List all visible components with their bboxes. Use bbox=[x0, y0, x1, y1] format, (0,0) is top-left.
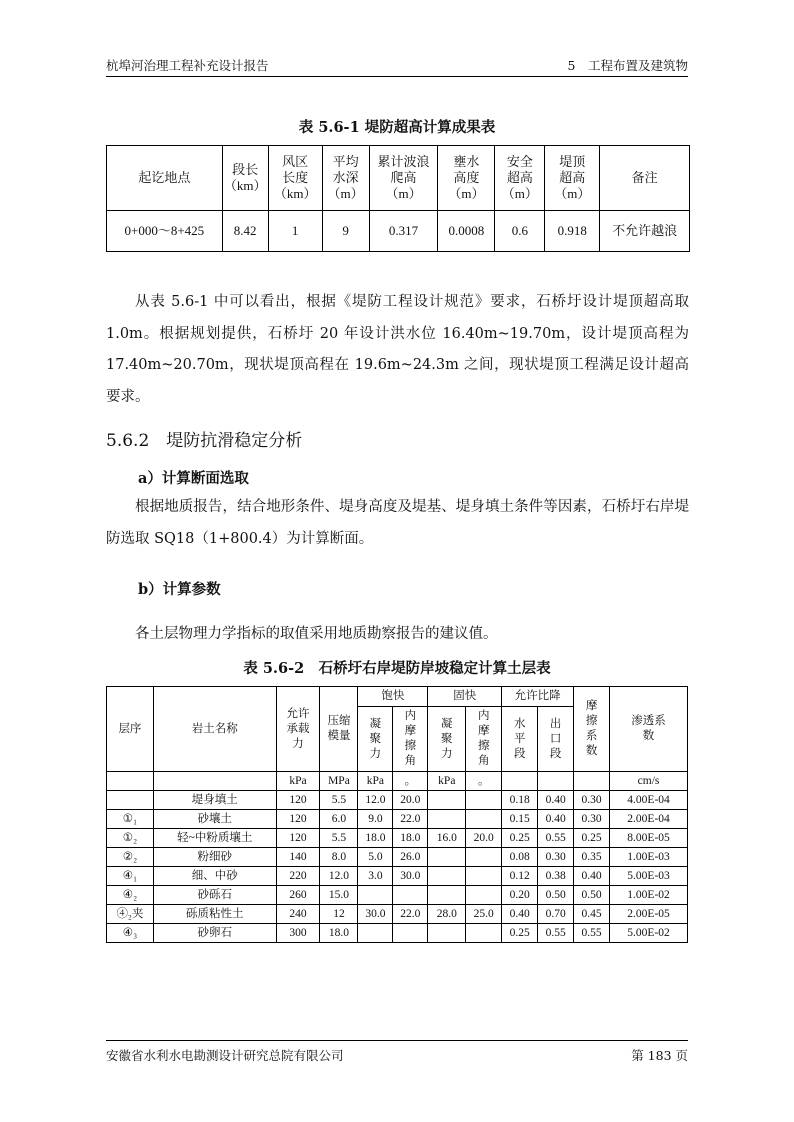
table-cell-k: 2.00E-04 bbox=[610, 810, 688, 829]
table1-cell: 0.6 bbox=[495, 211, 545, 252]
table-cell-c2 bbox=[428, 867, 466, 886]
table-cell-modulus: 15.0 bbox=[320, 886, 358, 905]
table-cell-e: 0.40 bbox=[538, 810, 574, 829]
table-row bbox=[107, 886, 688, 905]
th-allowable-gradient: 允许比降 bbox=[502, 687, 574, 707]
table1-caption: 表 5.6-1 堤防超高计算成果表 bbox=[298, 119, 496, 136]
table1-cell: 0.0008 bbox=[438, 211, 495, 252]
table-cell-c2: 16.0 bbox=[428, 829, 466, 848]
table-cell-f: 0.30 bbox=[574, 791, 610, 810]
table-cell-a1 bbox=[393, 886, 428, 905]
table1-cell: 0+000～8+425 bbox=[107, 211, 223, 252]
table-cell-a2 bbox=[466, 886, 502, 905]
soil-layer-table bbox=[106, 686, 688, 943]
table-cell-e: 0.30 bbox=[538, 848, 574, 867]
table1-header-cell: 累计波浪 爬高 （m） bbox=[369, 146, 438, 211]
table-cell-modulus: 8.0 bbox=[320, 848, 358, 867]
subheading-a: a）计算断面选取 bbox=[138, 470, 249, 487]
unit-cohesion-2: kPa bbox=[428, 772, 466, 791]
table-cell-name: 砂砾石 bbox=[153, 886, 276, 905]
table-cell-layer: ①₁ bbox=[107, 810, 154, 829]
table-cell-h: 0.08 bbox=[502, 848, 538, 867]
table-cell-a2 bbox=[466, 848, 502, 867]
table-row bbox=[107, 924, 688, 943]
th-bearing: 允许 承载 力 bbox=[276, 687, 320, 772]
table-cell-layer: ④₂ bbox=[107, 886, 154, 905]
table-cell-modulus: 12.0 bbox=[320, 867, 358, 886]
table-cell-e: 0.55 bbox=[538, 829, 574, 848]
table-row bbox=[107, 848, 688, 867]
table-cell-h: 0.12 bbox=[502, 867, 538, 886]
table1-cell: 8.42 bbox=[222, 211, 268, 252]
table2-header-row-1 bbox=[107, 687, 688, 707]
table1-header-cell: 起讫地点 bbox=[107, 146, 223, 211]
table-cell-a1: 30.0 bbox=[393, 867, 428, 886]
table1-header-cell: 平均 水深 （m） bbox=[322, 146, 369, 211]
table-cell-c1: 5.0 bbox=[358, 848, 393, 867]
unit-angle-2: 。 bbox=[466, 772, 502, 791]
table1-header-cell: 风区 长度 （km） bbox=[268, 146, 322, 211]
footer-left: 安徽省水利水电勘测设计研究总院有限公司 bbox=[106, 1048, 344, 1063]
table-cell-c1 bbox=[358, 924, 393, 943]
table-cell-k: 1.00E-03 bbox=[610, 848, 688, 867]
table-cell-modulus: 5.5 bbox=[320, 791, 358, 810]
table2-body bbox=[107, 791, 688, 943]
table-cell-name: 细、中砂 bbox=[153, 867, 276, 886]
unit-cohesion-1: kPa bbox=[358, 772, 393, 791]
table1-header-cell: 壅水 高度 （m） bbox=[438, 146, 495, 211]
table-cell-h: 0.25 bbox=[502, 829, 538, 848]
table-cell-bearing: 120 bbox=[276, 810, 320, 829]
table-cell-k: 8.00E-05 bbox=[610, 829, 688, 848]
th-angle-1: 内 摩 擦 角 bbox=[393, 707, 428, 772]
table-row bbox=[107, 905, 688, 924]
table-cell-h: 0.40 bbox=[502, 905, 538, 924]
table1-header-cell: 安全 超高 （m） bbox=[495, 146, 545, 211]
table2-caption: 表 5.6-2 石桥圩右岸堤防岸坡稳定计算土层表 bbox=[243, 660, 551, 677]
th-consolidated-quick: 固快 bbox=[428, 687, 502, 707]
table-cell-h: 0.15 bbox=[502, 810, 538, 829]
table-row bbox=[107, 810, 688, 829]
table-cell-name: 粉细砂 bbox=[153, 848, 276, 867]
table-cell-a2 bbox=[466, 924, 502, 943]
table1-header-row bbox=[107, 146, 690, 211]
table-cell-a1: 26.0 bbox=[393, 848, 428, 867]
table-cell-c2 bbox=[428, 810, 466, 829]
table-cell-layer: ①₂ bbox=[107, 829, 154, 848]
table-cell-a2 bbox=[466, 791, 502, 810]
table-cell-modulus: 6.0 bbox=[320, 810, 358, 829]
subheading-b: b）计算参数 bbox=[138, 581, 221, 598]
table-cell-f: 0.45 bbox=[574, 905, 610, 924]
table-cell-f: 0.25 bbox=[574, 829, 610, 848]
table-cell-a2 bbox=[466, 867, 502, 886]
freeboard-table bbox=[106, 145, 690, 252]
table-cell-modulus: 5.5 bbox=[320, 829, 358, 848]
section-heading: 5.6.2 堤防抗滑稳定分析 bbox=[106, 431, 303, 451]
th-friction-coef: 摩 擦 系 数 bbox=[574, 687, 610, 772]
table-cell-a2: 25.0 bbox=[466, 905, 502, 924]
table-cell-k: 5.00E-02 bbox=[610, 924, 688, 943]
table-cell-c2: 28.0 bbox=[428, 905, 466, 924]
table1-cell: 0.918 bbox=[545, 211, 600, 252]
th-modulus: 压缩 模量 bbox=[320, 687, 358, 772]
table-cell-bearing: 240 bbox=[276, 905, 320, 924]
table-cell-a2 bbox=[466, 810, 502, 829]
th-soil-name: 岩土名称 bbox=[153, 687, 276, 772]
table-cell-f: 0.50 bbox=[574, 886, 610, 905]
th-cohesion-1: 凝 聚 力 bbox=[358, 707, 393, 772]
table-cell-name: 砂卵石 bbox=[153, 924, 276, 943]
table-cell-name: 砂壤土 bbox=[153, 810, 276, 829]
table-cell-bearing: 120 bbox=[276, 829, 320, 848]
table2-units-row bbox=[107, 772, 688, 791]
table-cell-k: 1.00E-02 bbox=[610, 886, 688, 905]
table-cell-k: 5.00E-03 bbox=[610, 867, 688, 886]
table-cell-c1: 12.0 bbox=[358, 791, 393, 810]
header-right: 5 工程布置及建筑物 bbox=[567, 58, 688, 73]
table-cell-bearing: 140 bbox=[276, 848, 320, 867]
th-permeability: 渗透系 数 bbox=[610, 687, 688, 772]
table-cell-a1: 20.0 bbox=[393, 791, 428, 810]
table-cell-e: 0.38 bbox=[538, 867, 574, 886]
table-cell-k: 2.00E-05 bbox=[610, 905, 688, 924]
table-cell-a1 bbox=[393, 924, 428, 943]
table1-data-row bbox=[107, 211, 690, 252]
table-cell-e: 0.40 bbox=[538, 791, 574, 810]
table-cell-f: 0.35 bbox=[574, 848, 610, 867]
page-header bbox=[106, 56, 688, 77]
unit-modulus: MPa bbox=[320, 772, 358, 791]
table-row bbox=[107, 791, 688, 810]
table-cell-a1: 22.0 bbox=[393, 810, 428, 829]
table-cell-c1: 18.0 bbox=[358, 829, 393, 848]
header-left: 杭埠河治理工程补充设计报告 bbox=[106, 58, 269, 73]
table-cell-f: 0.30 bbox=[574, 810, 610, 829]
table-cell-c1: 30.0 bbox=[358, 905, 393, 924]
footer-right: 第 183 页 bbox=[631, 1048, 688, 1063]
unit-angle-1: 。 bbox=[393, 772, 428, 791]
table1-cell: 0.317 bbox=[369, 211, 438, 252]
table-cell-k: 4.00E-04 bbox=[610, 791, 688, 810]
th-saturated-quick: 饱快 bbox=[358, 687, 428, 707]
table-cell-layer bbox=[107, 791, 154, 810]
th-layer: 层序 bbox=[107, 687, 154, 772]
table-cell-e: 0.50 bbox=[538, 886, 574, 905]
table-row bbox=[107, 829, 688, 848]
table-cell-a1: 22.0 bbox=[393, 905, 428, 924]
th-horizontal-section: 水 平 段 bbox=[502, 707, 538, 772]
table-cell-layer: ④₂夹 bbox=[107, 905, 154, 924]
table-cell-e: 0.55 bbox=[538, 924, 574, 943]
paragraph-section-selection: 根据地质报告，结合地形条件、堤身高度及堤基、堤身填土条件等因素，石桥圩右岸堤防选取 SQ18（1+800.4）为计算断面。 bbox=[106, 499, 689, 547]
table-cell-bearing: 260 bbox=[276, 886, 320, 905]
table-cell-c1: 9.0 bbox=[358, 810, 393, 829]
th-cohesion-2: 凝 聚 力 bbox=[428, 707, 466, 772]
table-cell-c2 bbox=[428, 791, 466, 810]
table-cell-layer: ②₂ bbox=[107, 848, 154, 867]
table1-cell: 1 bbox=[268, 211, 322, 252]
unit-bearing: kPa bbox=[276, 772, 320, 791]
table-cell-name: 砾质粘性土 bbox=[153, 905, 276, 924]
paragraph-parameters: 各土层物理力学指标的取值采用地质勘察报告的建议值。 bbox=[135, 626, 498, 642]
table-cell-layer: ④₃ bbox=[107, 924, 154, 943]
table-cell-bearing: 300 bbox=[276, 924, 320, 943]
th-angle-2: 内 摩 擦 角 bbox=[466, 707, 502, 772]
table-row bbox=[107, 867, 688, 886]
table-cell-c1: 3.0 bbox=[358, 867, 393, 886]
table-cell-bearing: 120 bbox=[276, 791, 320, 810]
table-cell-a1: 18.0 bbox=[393, 829, 428, 848]
table-cell-c2 bbox=[428, 886, 466, 905]
table-cell-e: 0.70 bbox=[538, 905, 574, 924]
table-cell-c2 bbox=[428, 848, 466, 867]
table-cell-c1 bbox=[358, 886, 393, 905]
table-cell-layer: ④₁ bbox=[107, 867, 154, 886]
table-cell-a2: 20.0 bbox=[466, 829, 502, 848]
table-cell-f: 0.40 bbox=[574, 867, 610, 886]
table-cell-f: 0.55 bbox=[574, 924, 610, 943]
table-cell-modulus: 18.0 bbox=[320, 924, 358, 943]
table-cell-bearing: 220 bbox=[276, 867, 320, 886]
table1-cell: 9 bbox=[322, 211, 369, 252]
page-footer bbox=[106, 1040, 688, 1065]
table-cell-name: 堤身填土 bbox=[153, 791, 276, 810]
paragraph-freeboard-result: 从表 5.6-1 中可以看出，根据《堤防工程设计规范》要求，石桥圩设计堤顶超高取 1.0m。根据规划提供，石桥圩 20 年设计洪水位 16.40m~19.70m，设计堤顶高程为 17.40m~20.70m，现状堤顶高程在 19.6m~24.3m 之间，现状堤顶工程满足设计超高要求。 bbox=[106, 294, 689, 405]
table-cell-modulus: 12 bbox=[320, 905, 358, 924]
table-cell-name: 轻~中粉质壤土 bbox=[153, 829, 276, 848]
table1-header-cell: 段长 （km） bbox=[222, 146, 268, 211]
table-cell-h: 0.25 bbox=[502, 924, 538, 943]
th-exit-section: 出 口 段 bbox=[538, 707, 574, 772]
table-cell-h: 0.20 bbox=[502, 886, 538, 905]
unit-permeability: cm/s bbox=[610, 772, 688, 791]
table1-header-cell: 堤顶 超高 （m） bbox=[545, 146, 600, 211]
table1-header-cell: 备注 bbox=[600, 146, 690, 211]
table-cell-c2 bbox=[428, 924, 466, 943]
table1-cell: 不允许越浪 bbox=[600, 211, 690, 252]
table-cell-h: 0.18 bbox=[502, 791, 538, 810]
